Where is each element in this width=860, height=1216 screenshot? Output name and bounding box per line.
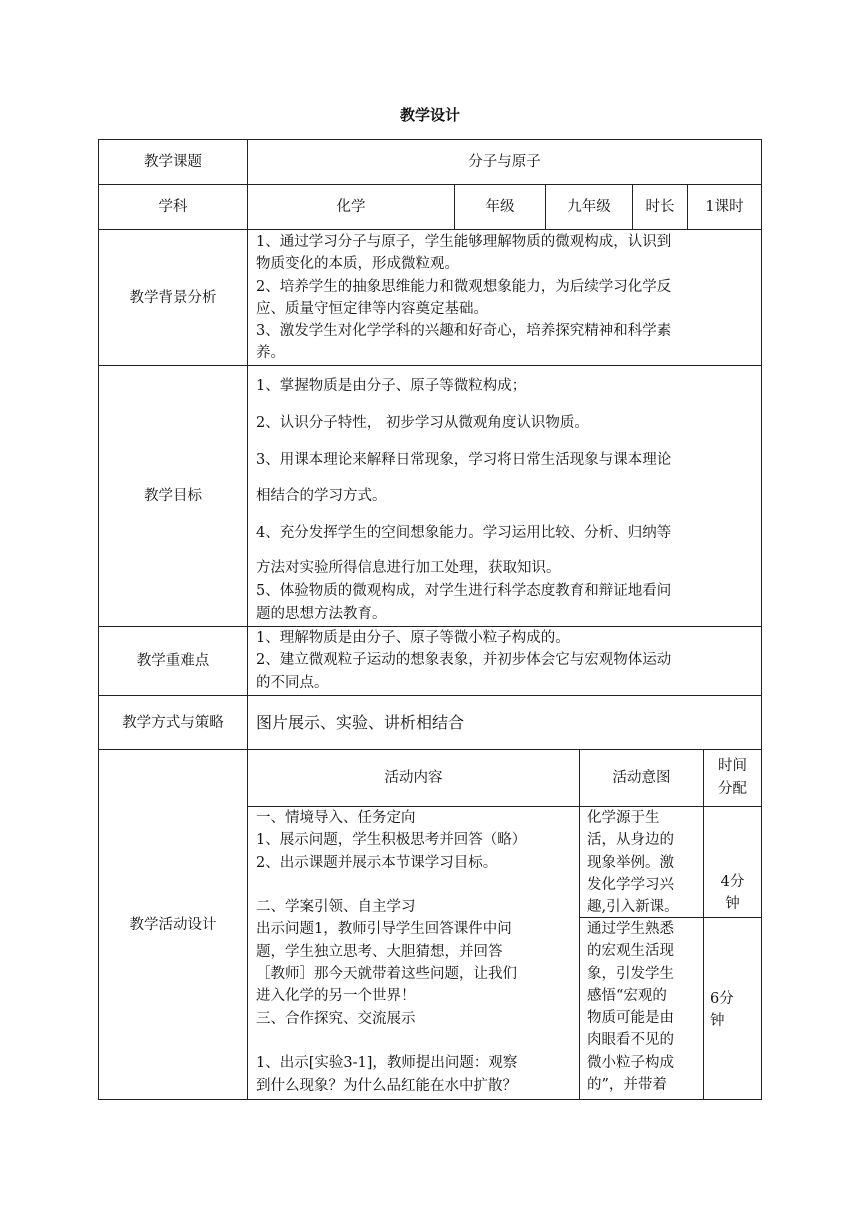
intent-line: 通过学生熟悉	[587, 921, 674, 937]
intent-line: 感悟“宏观的	[587, 987, 667, 1004]
intent-line: 物质可能是由	[587, 1010, 674, 1027]
activity-line: 到什么现象？为什么品红能在水中扩散？	[256, 1077, 517, 1094]
intent-line: 微小粒子构成	[587, 1054, 674, 1071]
background-line: 物质变化的本质，形成微粒观。	[256, 256, 459, 273]
background-line: 应、质量守恒定律等内容奠定基础。	[256, 300, 488, 317]
goals-text	[256, 366, 756, 626]
background-line: 1、通过学习分子与原子，学生能够理解物质的微观构成，认识到	[256, 234, 672, 250]
subject-label: 学科	[158, 199, 188, 215]
activity-line: 出示问题1，教师引导学生回答课件中问	[256, 921, 512, 938]
goal-line: 1、掌握物质是由分子、原子等微粒构成；	[256, 378, 527, 394]
intent-line: 现象举例。激	[587, 854, 674, 871]
intent-line: 的”，并带着	[587, 1077, 667, 1094]
intent-line: 象，引发学生	[587, 965, 674, 982]
intent-line: 活，从身边的	[587, 832, 674, 849]
activity-line: ［教师］那今天就带着这些问题，让我们	[256, 966, 517, 983]
time-line: 4分	[720, 874, 745, 890]
activity-time-2	[710, 988, 760, 1034]
activity-content	[256, 807, 578, 1099]
background-line: 3、激发学生对化学学科的兴趣和好奇心，培养探究精神和科学素	[256, 323, 672, 340]
col-header-intent: 活动意图	[612, 770, 671, 786]
goal-line: 相结合的学习方式。	[256, 488, 387, 504]
activity-line: 二、学案引领、自主学习	[256, 899, 416, 916]
col-header-time-line2: 分配	[718, 781, 747, 797]
goal-line: 2、认识分子特性， 初步学习从微观角度认识物质。	[256, 415, 589, 431]
duration-value: 1课时	[705, 199, 744, 215]
activity-line: 1、展示问题，学生积极思考并回答（略）	[256, 832, 527, 849]
topic-label: 教学课题	[144, 154, 202, 170]
duration-label: 时长	[645, 199, 675, 215]
background-line: 2、培养学生的抽象思维能力和微观想象能力，为后续学习化学反	[256, 278, 672, 295]
goal-line: 4、充分发挥学生的空间想象能力。学习运用比较、分析、归纳等	[256, 525, 672, 541]
document-title: 教学设计	[399, 106, 460, 124]
goals-label: 教学目标	[144, 488, 202, 504]
col-header-time-line1: 时间	[718, 758, 747, 774]
background-text	[256, 231, 756, 365]
activity-intent-1	[587, 807, 702, 917]
time-line: 钟	[725, 896, 740, 912]
key-points-text	[256, 627, 756, 695]
activity-line: 题，学生独立思考、大胆猜想，并回答	[256, 943, 503, 960]
goal-line: 方法对实验所得信息进行加工处理，获取知识。	[256, 560, 561, 576]
activity-line: 三、合作探究、交流展示	[256, 1010, 416, 1027]
goal-line: 5、体验物质的微观构成，对学生进行科学态度教育和辩证地看问	[256, 583, 672, 599]
col-header-content: 活动内容	[384, 770, 443, 786]
activity-line: 一、情境导入、任务定向	[256, 810, 416, 826]
activities-label: 教学活动设计	[129, 916, 217, 933]
key-point-line: 的不同点。	[256, 674, 329, 691]
time-line: 钟	[710, 1013, 725, 1029]
activity-time-1	[704, 870, 761, 916]
intent-line: 的宏观生活现	[587, 943, 674, 960]
intent-line: 化学源于生	[587, 810, 660, 826]
background-line: 养。	[256, 345, 285, 362]
activity-line	[256, 1030, 578, 1052]
grade-label: 年级	[485, 199, 515, 215]
activity-intent-2	[587, 918, 702, 1099]
methods-value: 图片展示、实验、讲析相结合	[256, 712, 465, 732]
subject-value: 化学	[336, 199, 366, 215]
intent-line: 发化学学习兴	[587, 876, 674, 893]
goal-line: 题的思想方法教育。	[256, 606, 387, 622]
intent-line: 肉眼看不见的	[587, 1032, 674, 1049]
goal-line: 3、用课本理论来解释日常现象，学习将日常生活现象与课本理论	[256, 452, 672, 468]
key-point-line: 2、建立微观粒子运动的想象表象，并初步体会它与宏观物体运动	[256, 652, 672, 669]
grade-value: 九年级	[567, 199, 611, 215]
background-label: 教学背景分析	[129, 289, 217, 306]
intent-line: 趣,引入新课。	[587, 899, 679, 916]
time-line: 6分	[710, 991, 734, 1007]
key-points-label: 教学重难点	[136, 653, 210, 669]
topic-value: 分子与原子	[468, 154, 541, 170]
key-point-line: 1、理解物质是由分子、原子等微小粒子构成的。	[256, 630, 570, 646]
activity-line: 进入化学的另一个世界！	[256, 988, 416, 1005]
col-header-time	[704, 750, 761, 806]
activity-line: 1、出示[实验3-1]，教师提出问题：观察	[256, 1055, 518, 1072]
activity-line: 2、出示课题并展示本节课学习目标。	[256, 854, 498, 871]
activity-line	[256, 874, 578, 896]
methods-label: 教学方式与策略	[122, 714, 224, 731]
